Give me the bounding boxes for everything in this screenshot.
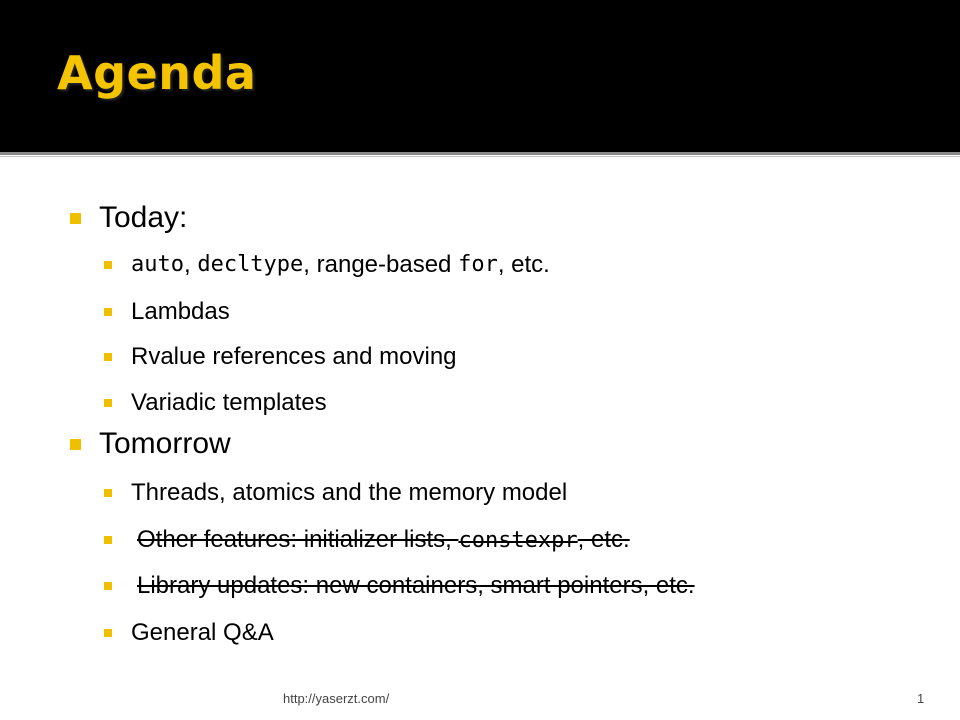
bullet-square-icon (104, 353, 112, 361)
keyword-auto: auto (131, 252, 184, 277)
bullet-square-icon (70, 439, 81, 450)
keyword-for: for (458, 252, 498, 277)
bullet-square-icon (104, 629, 112, 637)
item-text: , range-based (303, 251, 459, 278)
bullet-square-icon (104, 582, 112, 590)
struck-item-text: Library updates: new containers, smart pointers, etc. (137, 572, 695, 599)
keyword-decltype: decltype (197, 252, 304, 277)
section-tomorrow (70, 429, 231, 459)
footer-url: http://yaserzt.com/ (283, 691, 390, 706)
section-label: Today: (99, 201, 188, 234)
item-text: Threads, atomics and the memory model (131, 479, 568, 506)
bullet-square-icon (104, 489, 112, 497)
item-text: , etc. (497, 251, 550, 278)
bullet-square-icon (70, 213, 81, 224)
bullet-square-icon (104, 399, 112, 407)
item-text: Other features: initializer lists, (137, 526, 459, 553)
bullet-square-icon (104, 536, 112, 544)
list-item (104, 621, 274, 645)
list-item (104, 300, 230, 324)
list-item (104, 481, 567, 505)
item-text: Rvalue references and moving (131, 343, 457, 370)
item-text: General Q&A (131, 619, 274, 646)
struck-item-text (137, 528, 630, 552)
list-item-struck (104, 574, 695, 598)
bullet-square-icon (104, 308, 112, 316)
slide-title: Agenda (57, 46, 257, 100)
item-text: , etc. (577, 526, 630, 553)
list-item (104, 391, 327, 415)
item-text: Lambdas (131, 298, 230, 325)
bullet-square-icon (104, 261, 112, 269)
item-text: Variadic templates (131, 389, 327, 416)
section-today (70, 203, 187, 233)
list-item (104, 345, 457, 369)
page-number: 1 (917, 691, 925, 706)
keyword-constexpr: constexpr (458, 528, 578, 553)
separator-text: , (183, 251, 198, 278)
list-item-struck (104, 528, 630, 552)
section-label: Tomorrow (99, 427, 231, 460)
list-item (104, 253, 550, 277)
